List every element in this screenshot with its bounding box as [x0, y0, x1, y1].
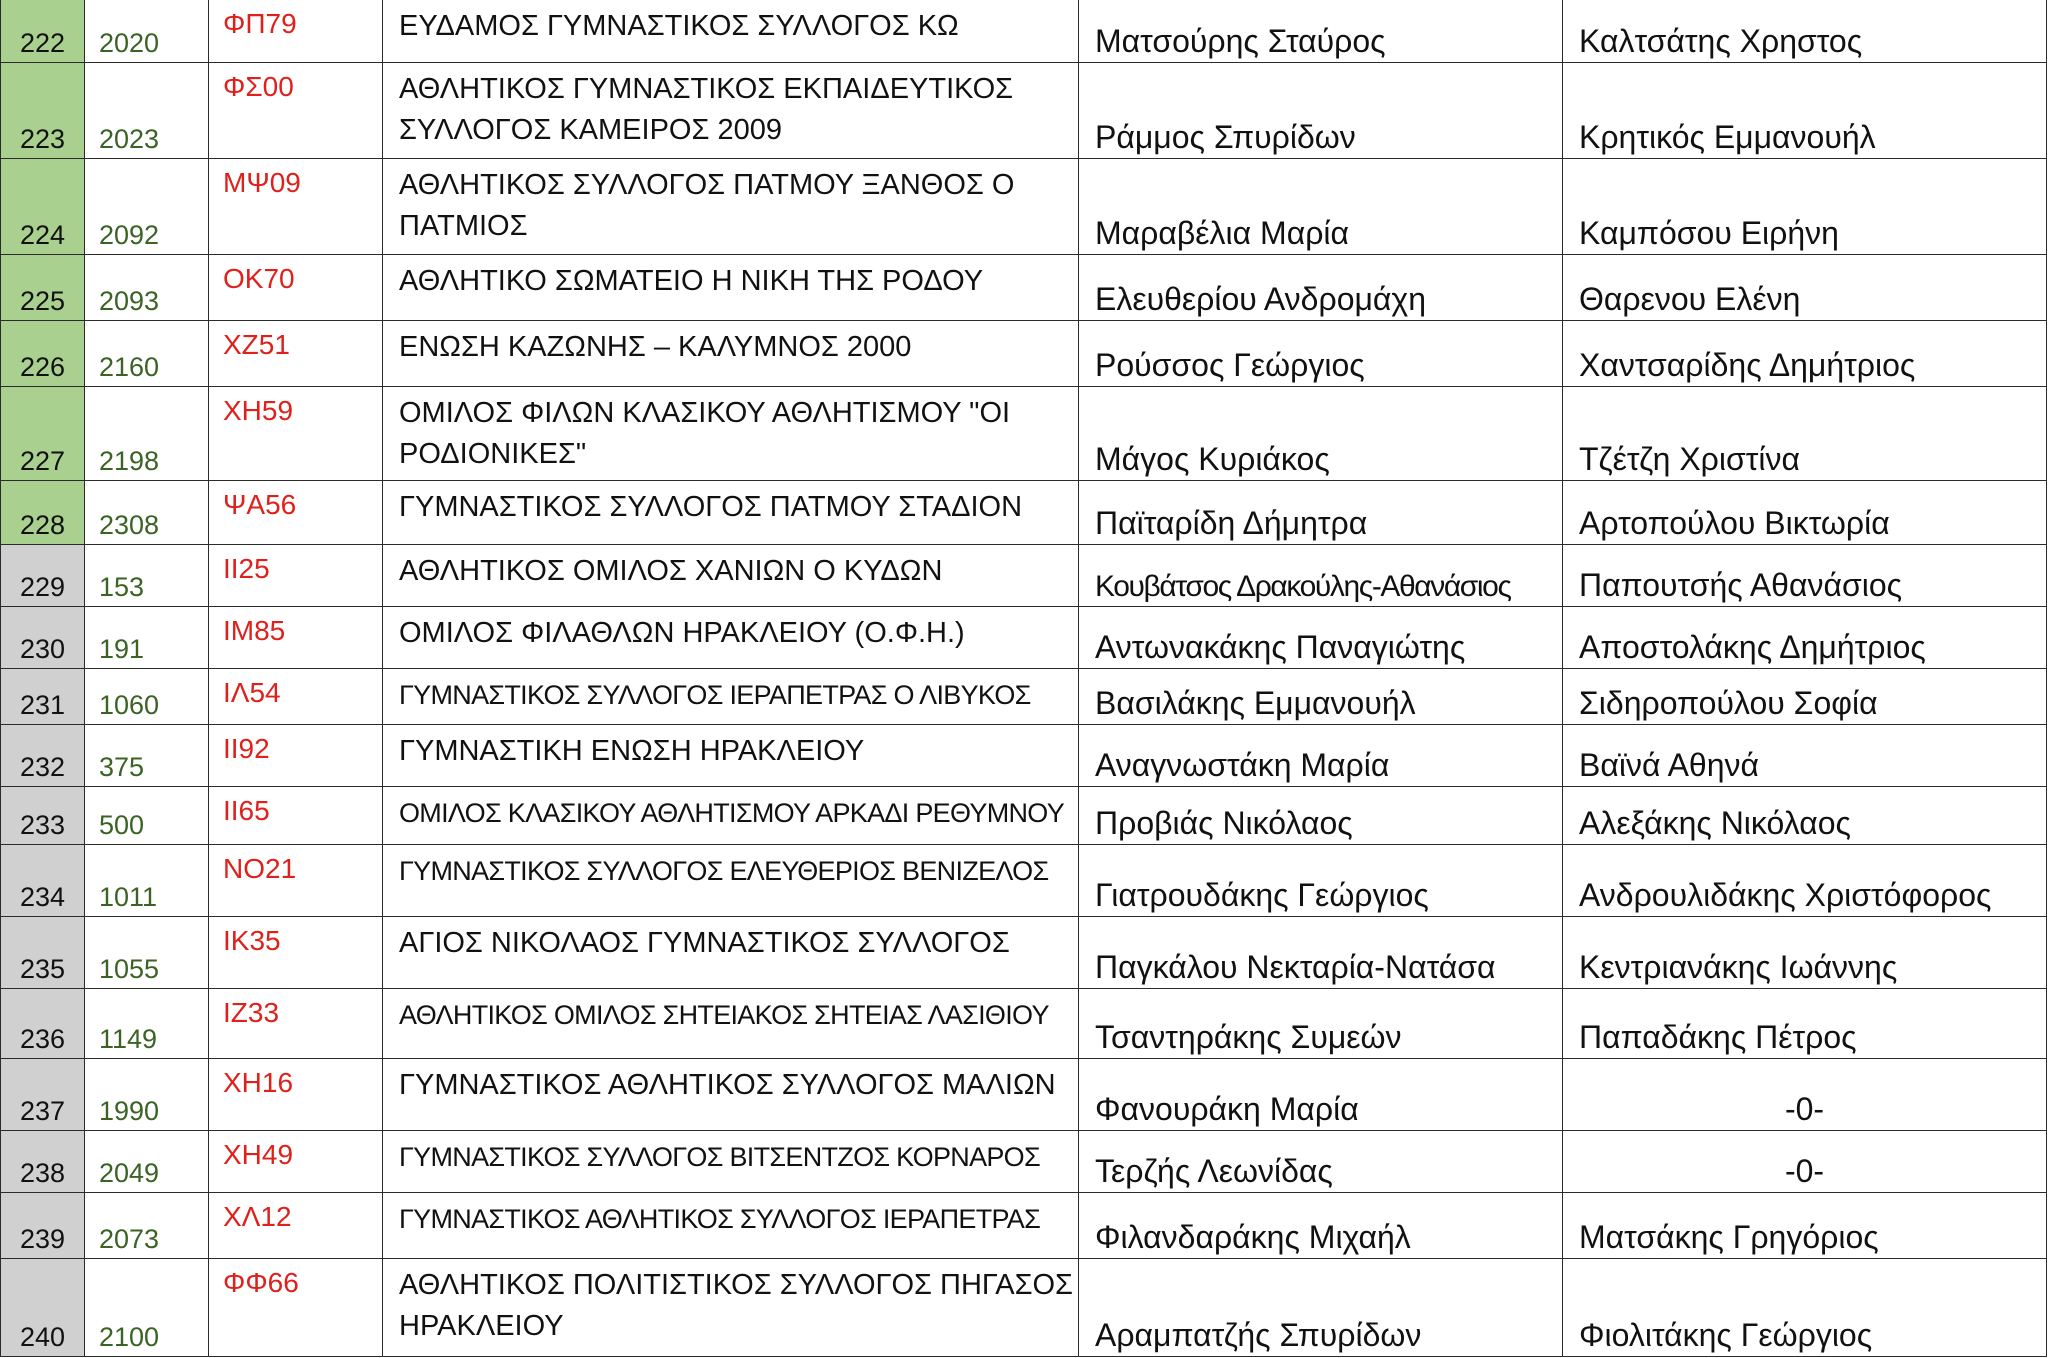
person-secondary: Βαϊνά Αθηνά: [1563, 724, 2047, 786]
club-code: ΧΗ49: [209, 1130, 383, 1192]
registry-number: 2100: [85, 1258, 209, 1356]
person-primary: Ρούσσος Γεώργιος: [1079, 320, 1563, 386]
club-name: ΓΥΜΝΑΣΤΙΚΟΣ ΣΥΛΛΟΓΟΣ ΒΙΤΣΕΝΤΖΟΣ ΚΟΡΝΑΡΟΣ: [383, 1130, 1079, 1192]
person-secondary: Αλεξάκης Νικόλαος: [1563, 786, 2047, 844]
table-row: [1, 916, 2047, 988]
person-secondary: Ματσάκης Γρηγόριος: [1563, 1192, 2047, 1258]
club-name: ΑΘΛΗΤΙΚΟ ΣΩΜΑΤΕΙΟ Η ΝΙΚΗ ΤΗΣ ΡΟΔΟΥ: [383, 254, 1079, 320]
registry-number: 191: [85, 606, 209, 668]
row-index: 236: [1, 988, 85, 1058]
club-code: ΦΦ66: [209, 1258, 383, 1356]
table-row: [1, 668, 2047, 724]
table-row: [1, 158, 2047, 254]
table-row: [1, 786, 2047, 844]
table-row: [1, 1130, 2047, 1192]
person-secondary: Κρητικός Εμμανουήλ: [1563, 62, 2047, 158]
registry-number: 2308: [85, 480, 209, 544]
registry-number: 2093: [85, 254, 209, 320]
table-row: [1, 988, 2047, 1058]
person-secondary: Φιολιτάκης Γεώργιος: [1563, 1258, 2047, 1356]
table-row: [1, 606, 2047, 668]
club-code: ΙΙ65: [209, 786, 383, 844]
registry-number: 1149: [85, 988, 209, 1058]
registry-number: 2023: [85, 62, 209, 158]
row-index: 223: [1, 62, 85, 158]
row-index: 226: [1, 320, 85, 386]
person-secondary: Ανδρουλιδάκης Χριστόφορος: [1563, 844, 2047, 916]
table-row: [1, 254, 2047, 320]
club-code: ΙΖ33: [209, 988, 383, 1058]
person-secondary: -0-: [1563, 1058, 2047, 1130]
club-code: ΝΟ21: [209, 844, 383, 916]
person-primary: Παγκάλου Νεκταρία-Νατάσα: [1079, 916, 1563, 988]
person-secondary: Θαρενου Ελένη: [1563, 254, 2047, 320]
club-code: ΜΨ09: [209, 158, 383, 254]
table-row: [1, 320, 2047, 386]
club-name: ΓΥΜΝΑΣΤΙΚΟΣ ΣΥΛΛΟΓΟΣ ΕΛΕΥΘΕΡΙΟΣ ΒΕΝΙΖΕΛΟΣ: [383, 844, 1079, 916]
club-code: ΧΛ12: [209, 1192, 383, 1258]
registry-number: 2020: [85, 0, 209, 62]
person-primary: Μαραβέλια Μαρία: [1079, 158, 1563, 254]
club-code: ΙΙ92: [209, 724, 383, 786]
person-primary: Ματσούρης Σταύρος: [1079, 0, 1563, 62]
club-code: ΟΚ70: [209, 254, 383, 320]
person-secondary: Αρτοπούλου Βικτωρία: [1563, 480, 2047, 544]
person-secondary: Σιδηροπούλου Σοφία: [1563, 668, 2047, 724]
table-row: [1, 480, 2047, 544]
person-secondary: Καμπόσου Ειρήνη: [1563, 158, 2047, 254]
person-primary: Τερζής Λεωνίδας: [1079, 1130, 1563, 1192]
row-index: 230: [1, 606, 85, 668]
registry-number: 2073: [85, 1192, 209, 1258]
registry-number: 500: [85, 786, 209, 844]
row-index: 235: [1, 916, 85, 988]
registry-number: 1055: [85, 916, 209, 988]
person-primary: Γιατρουδάκης Γεώργιος: [1079, 844, 1563, 916]
row-index: 224: [1, 158, 85, 254]
registry-number: 153: [85, 544, 209, 606]
person-primary: Αντωνακάκης Παναγιώτης: [1079, 606, 1563, 668]
club-name: ΑΘΛΗΤΙΚΟΣ ΓΥΜΝΑΣΤΙΚΟΣ ΕΚΠΑΙΔΕΥΤΙΚΟΣ ΣΥΛΛΟΓΟΣ ΚΑΜΕΙΡΟΣ 2009: [383, 62, 1079, 158]
club-name: ΕΥΔΑΜΟΣ ΓΥΜΝΑΣΤΙΚΟΣ ΣΥΛΛΟΓΟΣ ΚΩ: [383, 0, 1079, 62]
row-index: 225: [1, 254, 85, 320]
person-primary: Τσαντηράκης Συμεών: [1079, 988, 1563, 1058]
club-name: ΓΥΜΝΑΣΤΙΚΟΣ ΑΘΛΗΤΙΚΟΣ ΣΥΛΛΟΓΟΣ ΙΕΡΑΠΕΤΡΑΣ: [383, 1192, 1079, 1258]
club-name: ΟΜΙΛΟΣ ΚΛΑΣΙΚΟΥ ΑΘΛΗΤΙΣΜΟΥ ΑΡΚΑΔΙ ΡΕΘΥΜΝΟΥ: [383, 786, 1079, 844]
table-row: [1, 724, 2047, 786]
person-secondary: Κεντριανάκης Ιωάννης: [1563, 916, 2047, 988]
club-name: ΑΘΛΗΤΙΚΟΣ ΟΜΙΛΟΣ ΣΗΤΕΙΑΚΟΣ ΣΗΤΕΙΑΣ ΛΑΣΙΘΙΟΥ: [383, 988, 1079, 1058]
person-primary: Ράμμος Σπυρίδων: [1079, 62, 1563, 158]
person-primary: Προβιάς Νικόλαος: [1079, 786, 1563, 844]
row-index: 231: [1, 668, 85, 724]
person-primary: Αραμπατζής Σπυρίδων: [1079, 1258, 1563, 1356]
person-secondary: Τζέτζη Χριστίνα: [1563, 386, 2047, 480]
table-row: [1, 1192, 2047, 1258]
row-index: 240: [1, 1258, 85, 1356]
registry-number: 2198: [85, 386, 209, 480]
club-code: ΧΗ59: [209, 386, 383, 480]
row-index: 234: [1, 844, 85, 916]
club-code: ΙΚ35: [209, 916, 383, 988]
club-name: ΑΘΛΗΤΙΚΟΣ ΟΜΙΛΟΣ ΧΑΝΙΩΝ Ο ΚΥΔΩΝ: [383, 544, 1079, 606]
person-secondary: Χαντσαρίδης Δημήτριος: [1563, 320, 2047, 386]
person-primary: Φιλανδαράκης Μιχαήλ: [1079, 1192, 1563, 1258]
club-code: ΨΑ56: [209, 480, 383, 544]
row-index: 229: [1, 544, 85, 606]
row-index: 237: [1, 1058, 85, 1130]
club-name: ΑΘΛΗΤΙΚΟΣ ΠΟΛΙΤΙΣΤΙΚΟΣ ΣΥΛΛΟΓΟΣ ΠΗΓΑΣΟΣ ΗΡΑΚΛΕΙΟΥ: [383, 1258, 1079, 1356]
club-name: ΟΜΙΛΟΣ ΦΙΛΩΝ ΚΛΑΣΙΚΟΥ ΑΘΛΗΤΙΣΜΟΥ "ΟΙ ΡΟΔΙΟΝΙΚΕΣ": [383, 386, 1079, 480]
row-index: 222: [1, 0, 85, 62]
registry-number: 2092: [85, 158, 209, 254]
person-primary: Παϊταρίδη Δήμητρα: [1079, 480, 1563, 544]
person-primary: Ελευθερίου Ανδρομάχη: [1079, 254, 1563, 320]
club-name: ΕΝΩΣΗ ΚΑΖΩΝΗΣ – ΚΑΛΥΜΝΟΣ 2000: [383, 320, 1079, 386]
club-code: ΙΙ25: [209, 544, 383, 606]
table-row: [1, 1258, 2047, 1356]
person-secondary: Καλτσάτης Χρηστος: [1563, 0, 2047, 62]
person-secondary: -0-: [1563, 1130, 2047, 1192]
table-row: [1, 62, 2047, 158]
club-code: ΙΛ54: [209, 668, 383, 724]
row-index: 239: [1, 1192, 85, 1258]
registry-number: 1011: [85, 844, 209, 916]
club-name: ΑΓΙΟΣ ΝΙΚΟΛΑΟΣ ΓΥΜΝΑΣΤΙΚΟΣ ΣΥΛΛΟΓΟΣ: [383, 916, 1079, 988]
club-name: ΓΥΜΝΑΣΤΙΚΟΣ ΣΥΛΛΟΓΟΣ ΙΕΡΑΠΕΤΡΑΣ Ο ΛΙΒΥΚΟΣ: [383, 668, 1079, 724]
person-secondary: Παπουτσής Αθανάσιος: [1563, 544, 2047, 606]
club-code: ΧΖ51: [209, 320, 383, 386]
club-name: ΓΥΜΝΑΣΤΙΚΗ ΕΝΩΣΗ ΗΡΑΚΛΕΙΟΥ: [383, 724, 1079, 786]
table-row: [1, 544, 2047, 606]
person-primary: Μάγος Κυριάκος: [1079, 386, 1563, 480]
registry-number: 2160: [85, 320, 209, 386]
table-row: [1, 386, 2047, 480]
club-code: ΙΜ85: [209, 606, 383, 668]
table-row: [1, 0, 2047, 62]
club-name: ΑΘΛΗΤΙΚΟΣ ΣΥΛΛΟΓΟΣ ΠΑΤΜΟΥ ΞΑΝΘΟΣ Ο ΠΑΤΜΙΟΣ: [383, 158, 1079, 254]
club-name: ΟΜΙΛΟΣ ΦΙΛΑΘΛΩΝ ΗΡΑΚΛΕΙΟΥ (Ο.Φ.Η.): [383, 606, 1079, 668]
person-primary: Κουβάτσος Δρακούλης-Αθανάσιος: [1079, 544, 1563, 606]
registry-number: 1060: [85, 668, 209, 724]
registry-number: 375: [85, 724, 209, 786]
row-index: 227: [1, 386, 85, 480]
table-row: [1, 1058, 2047, 1130]
person-primary: Αναγνωστάκη Μαρία: [1079, 724, 1563, 786]
person-secondary: Αποστολάκης Δημήτριος: [1563, 606, 2047, 668]
row-index: 233: [1, 786, 85, 844]
club-name: ΓΥΜΝΑΣΤΙΚΟΣ ΑΘΛΗΤΙΚΟΣ ΣΥΛΛΟΓΟΣ ΜΑΛΙΩΝ: [383, 1058, 1079, 1130]
row-index: 232: [1, 724, 85, 786]
registry-number: 1990: [85, 1058, 209, 1130]
club-name: ΓΥΜΝΑΣΤΙΚΟΣ ΣΥΛΛΟΓΟΣ ΠΑΤΜΟΥ ΣΤΑΔΙΟΝ: [383, 480, 1079, 544]
row-index: 238: [1, 1130, 85, 1192]
club-code: ΦΠ79: [209, 0, 383, 62]
person-primary: Φανουράκη Μαρία: [1079, 1058, 1563, 1130]
club-code: ΦΣ00: [209, 62, 383, 158]
person-secondary: Παπαδάκης Πέτρος: [1563, 988, 2047, 1058]
table-row: [1, 844, 2047, 916]
person-primary: Βασιλάκης Εμμανουήλ: [1079, 668, 1563, 724]
row-index: 228: [1, 480, 85, 544]
club-code: ΧΗ16: [209, 1058, 383, 1130]
registry-number: 2049: [85, 1130, 209, 1192]
